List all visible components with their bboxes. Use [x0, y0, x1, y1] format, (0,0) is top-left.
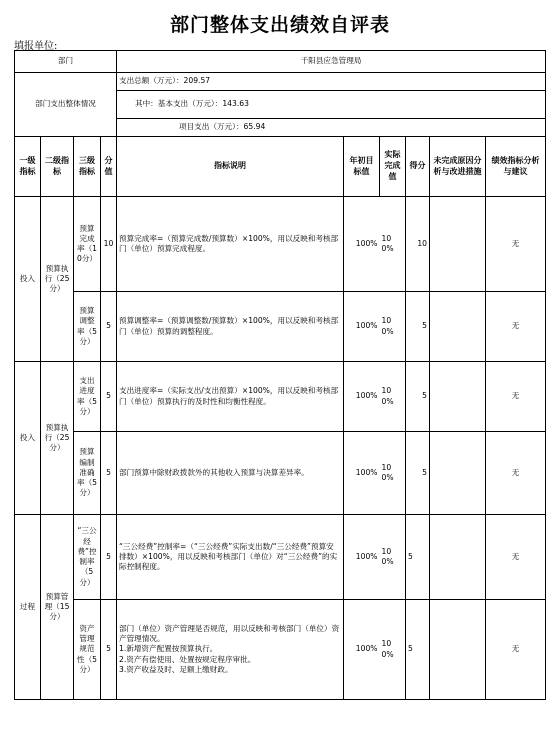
- actual-cell: 100%: [380, 197, 406, 292]
- description-cell: 部门（单位）资产管理是否规范，用以反映和考核部门（单位）资产管理情况。 1.新增资产配置按预算执行。 2.资产有偿使用、处置按规定程序审批。 3.资产收益及时、足额上缴财政。: [117, 600, 344, 700]
- score-cell: 5: [406, 432, 430, 515]
- level3-cell: 资产管理规范性（5分）: [74, 600, 101, 700]
- score-cell: 10: [406, 197, 430, 292]
- level2-cell: 预算管理（15分）: [41, 515, 74, 700]
- level3-cell: 支出进度率（5分）: [74, 362, 101, 432]
- target-cell: 100%: [344, 515, 380, 600]
- total-expense-line: 支出总额（万元）：209.57: [117, 73, 546, 91]
- level3-cell: 预算调整率（5分）: [74, 292, 101, 362]
- header-target: 年初目标值: [344, 137, 380, 197]
- target-cell: 100%: [344, 432, 380, 515]
- level2-cell: 预算执行（25分）: [41, 197, 74, 362]
- basic-expense-line: 其中：基本支出（万元）：143.63: [117, 91, 546, 119]
- description-cell: 部门预算中除财政拨款外的其他收入预算与决算差异率。: [117, 432, 344, 515]
- advice-cell: 无: [486, 197, 546, 292]
- target-cell: 100%: [344, 292, 380, 362]
- project-expense-line: 项目支出（万元）：65.94: [117, 119, 546, 137]
- advice-cell: 无: [486, 292, 546, 362]
- target-cell: 100%: [344, 362, 380, 432]
- self-evaluation-table: [14, 50, 546, 700]
- reason-cell: [430, 362, 486, 432]
- actual-cell: 100%: [380, 432, 406, 515]
- description-cell: 预算完成率=（预算完成数/预算数）×100%，用以反映和考核部门（单位）预算完成程度。: [117, 197, 344, 292]
- reason-cell: [430, 292, 486, 362]
- header-description: 指标说明: [117, 137, 344, 197]
- header-level3: 三级指标: [74, 137, 101, 197]
- target-cell: 100%: [344, 600, 380, 700]
- level3-cell: 预算编制准确率（5分）: [74, 432, 101, 515]
- points-cell: 5: [101, 515, 117, 600]
- points-cell: 5: [101, 600, 117, 700]
- level2-cell: 预算执行（25分）: [41, 362, 74, 515]
- reason-cell: [430, 515, 486, 600]
- reporting-unit-label: 填报单位:: [14, 41, 58, 52]
- dept-row: [15, 51, 546, 73]
- header-reason: 未完成原因分析与改进措施: [430, 137, 486, 197]
- table-row: [15, 197, 546, 292]
- header-level2: 二级指标: [41, 137, 74, 197]
- reason-cell: [430, 432, 486, 515]
- header-row: [15, 137, 546, 197]
- actual-cell: 100%: [380, 600, 406, 700]
- points-cell: 5: [101, 432, 117, 515]
- header-points: 分值: [101, 137, 117, 197]
- table-row: [15, 362, 546, 432]
- page-title: 部门整体支出绩效自评表: [169, 14, 390, 36]
- actual-cell: 100%: [380, 515, 406, 600]
- points-cell: 10: [101, 197, 117, 292]
- header-level1: 一级指标: [15, 137, 41, 197]
- reason-cell: [430, 197, 486, 292]
- overall-label: 部门支出整体情况: [15, 73, 117, 137]
- advice-cell: 无: [486, 600, 546, 700]
- dept-label: 部门: [15, 51, 117, 73]
- table-row: [15, 515, 546, 600]
- level1-cell: 投入: [15, 197, 41, 362]
- level1-cell: 过程: [15, 515, 41, 700]
- advice-cell: 无: [486, 515, 546, 600]
- overall-row-total: [15, 73, 546, 91]
- level1-cell: 投入: [15, 362, 41, 515]
- advice-cell: 无: [486, 362, 546, 432]
- dept-value: 千阳县应急管理局: [117, 51, 546, 73]
- level3-cell: 预算完成率（10分）: [74, 197, 101, 292]
- header-score: 得分: [406, 137, 430, 197]
- score-cell: 5: [406, 362, 430, 432]
- score-cell: 5: [406, 292, 430, 362]
- description-cell: “三公经费”控制率=（“三公经费”实际支出数/“三公经费”预算安排数）×100%，用以反映和考核部门（单位）对“三公经费”的实际控制程度。: [117, 515, 344, 600]
- table-row: [15, 432, 546, 515]
- actual-cell: 100%: [380, 292, 406, 362]
- table-row: [15, 292, 546, 362]
- score-cell: 5: [406, 515, 430, 600]
- advice-cell: 无: [486, 432, 546, 515]
- points-cell: 5: [101, 292, 117, 362]
- header-actual: 实际完成值: [380, 137, 406, 197]
- points-cell: 5: [101, 362, 117, 432]
- table-row: [15, 600, 546, 700]
- header-advice: 绩效指标分析与建议: [486, 137, 546, 197]
- score-cell: 5: [406, 600, 430, 700]
- description-cell: 预算调整率=（预算调整数/预算数）×100%，用以反映和考核部门（单位）预算的调整程度。: [117, 292, 344, 362]
- target-cell: 100%: [344, 197, 380, 292]
- reason-cell: [430, 600, 486, 700]
- actual-cell: 100%: [380, 362, 406, 432]
- description-cell: 支出进度率=（实际支出/支出预算）×100%，用以反映和考核部门（单位）预算执行的及时性和均衡性程度。: [117, 362, 344, 432]
- level3-cell: “三公经费”控制率（5分）: [74, 515, 101, 600]
